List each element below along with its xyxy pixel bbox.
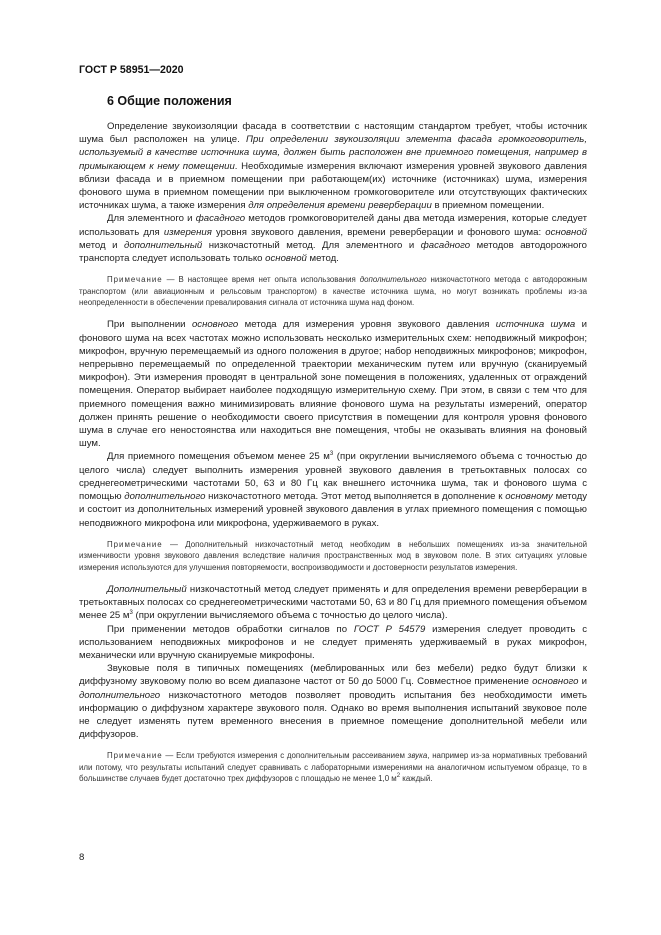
note-3: Примечание — Если требуются измерения с дополнительным рассеиванием звука, например из-за нормативных требований или потому, что результаты испытаний следует сравнивать с лабораторными измерениями на аналогичном испытуемом образце, то в большинстве случаев будет достаточно трех диффузоров с площадью не менее 1,0 $м^2$ каждый. (79, 751, 587, 784)
page-content (79, 120, 587, 795)
paragraph-4: Для приемного помещения объемом менее 25 $м^3$ (при округлении вычисляемого объема с точностью до целого числа) следует выполнить измерения уровней звукового давления в третьоктавных полосах со среднегеометрическими частотами 50, 63 и 80 Гц как внешнего источника шума, так и фонового шума с помощью дополнительного низкочастотного метода. Этот метод выполняется в дополнение к основному методу и состоит из дополнительных измерений уровней звукового давления в углах приемного помещения с помощью неподвижного микрофона или микрофона, удерживаемого в руках. (79, 451, 587, 529)
paragraph-3: При выполнении основного метода для измерения уровня звукового давления источника шума и фонового шума на всех частотах можно использовать несколько измерительных схем: неподвижный микрофон; микрофон, вручную перемещаемый из одного положения в другое; набор неподвижных микрофонов; микрофон, непрерывно перемещаемый по определенной траектории механическим путем или вручную (сканируемый микрофон). Эти измерения проводят в центральной зоне помещения в положениях, удаленных от ограждений помещения. Оператор выбирает наиболее подходящую измерительную схему. При этом, в связи с тем что для приемного помещения важно минимизировать влияние фонового шума на результаты измерений, оператор должен принять решение о необходимости своего присутствия в помещении для контроля уровня фонового шума в случае его неностоянства или находиться вне помещения, чтобы не оказывать влияния на фоновый шум. (79, 319, 587, 450)
note-label: Примечание (107, 751, 163, 761)
section-title: 6 Общие положения (107, 94, 232, 108)
paragraph-7: Звуковые поля в типичных помещениях (меблированных или без мебели) редко будут близки к диффузному звуковому полю во всем диапазоне частот от 50 до 5000 Гц. Совместное применение основного и дополнительного низкочастотного методов позволяет проводить испытания без необходимости иметь информацию о диффузном характере звукового поля. Однако во время выполнения испытаний звуковое поле не следует изменять путем временного внесения в приемное помещение дополнительной мебели или диффузоров. (79, 663, 587, 741)
paragraph-1: Определение звукоизоляции фасада в соответствии с настоящим стандартом требует, чтобы источник шума был расположен на улице. При определении звукоизоляции элемента фасада громкоговоритель, используемый в качестве источника шума, должен быть расположен вне приемного помещения, например в примыкающем к нему помещении. Необходимые измерения включают измерения уровней звукового давления вблизи фасада и в приемном помещении при работающем(их) источнике (источниках) шума, измерения фонового шума в приемном помещении при выключенном громкоговорителе или отсутствующих фактических источниках шума, а также измерения для определения времени реверберации в приемном помещении. (79, 121, 587, 212)
paragraph-5: Дополнительный низкочастотный метод следует применять и для определения времени реверберации в третьоктавных полосах со среднегеометрическими частотами 50, 63 и 80 Гц для приемного помещения объемом менее 25 $м^3$ (при округлении вычисляемого объема с точностью до целого числа). (79, 583, 587, 622)
standard-header: ГОСТ Р 58951—2020 (79, 64, 184, 76)
note-label: Примечание (107, 275, 163, 285)
paragraph-2: Для элементного и фасадного методов громкоговорителей даны два метода измерения, которые следует использовать для измерения уровня звукового давления, времени реверберации и фонового шума: основной метод и дополнительный низкочастотный метод. Для элементного и фасадного методов автодорожного транспорта следует использовать только основной метод. (79, 213, 587, 265)
note-label: Примечание (107, 539, 163, 549)
note-2: Примечание — Дополнительный низкочастотный метод необходим в небольших помещениях из-за значительной изменчивости уровня звукового давления вследствие наличия пространственных мод в звуковом поле. В этих ситуациях угловые измерения используются для улучшения повторяемости, воспроизводимости и достоверности результатов измерения. (79, 539, 587, 572)
paragraph-6: При применении методов обработки сигналов по ГОСТ Р 54579 измерения следует проводить с использованием неподвижных микрофонов и не следует применять удерживаемый в руках микрофон, механически или вручную сканируемые микрофоны. (79, 623, 588, 661)
page-number: 8 (79, 852, 85, 863)
note-1: Примечание — В настоящее время нет опыта использования дополнительного низкочастотного метода с автодорожным транспортом (или авиационным и рельсовым транспортом) в качестве источника шума, но могут возникать проблемы из-за неопределенности в обеспечении превалирования сигнала от источника шума над фоном. (79, 275, 588, 308)
